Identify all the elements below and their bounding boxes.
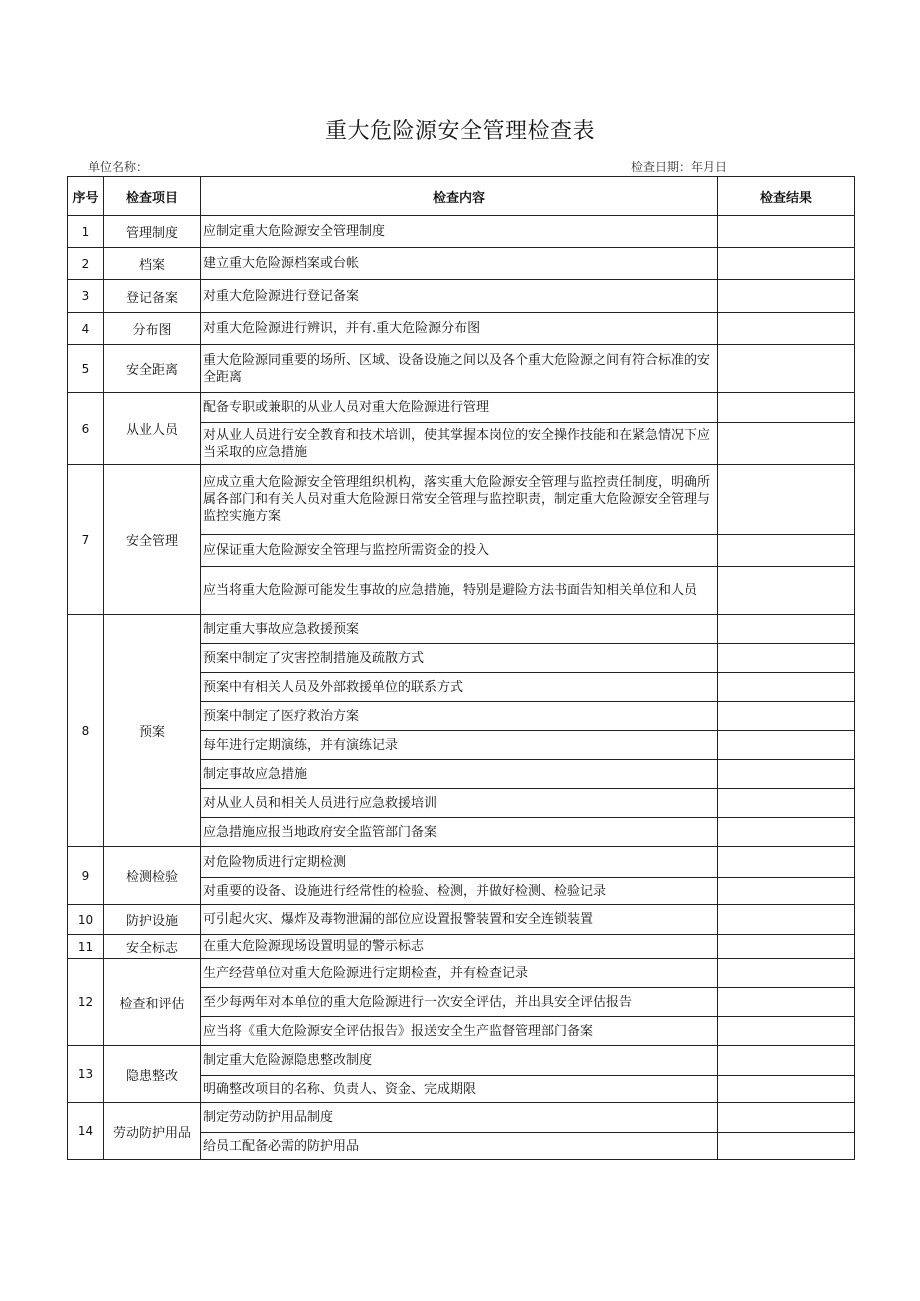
- table-row: [68, 393, 855, 423]
- header-no: 序号: [68, 177, 104, 216]
- inspection-table: [67, 176, 855, 1160]
- result-cell[interactable]: [718, 731, 855, 760]
- inspection-item: 管理制度: [104, 216, 201, 248]
- inspection-content: 重大危险源同重要的场所、区域、设备设施之间以及各个重大危险源之间有符合标准的安全距离: [201, 345, 718, 393]
- table-header-row: [68, 177, 855, 216]
- result-cell[interactable]: [718, 644, 855, 673]
- table-row: [68, 345, 855, 393]
- row-number: 13: [68, 1046, 104, 1103]
- inspection-item: 防护设施: [104, 905, 201, 935]
- row-number: 7: [68, 465, 104, 615]
- table-row: [68, 216, 855, 248]
- result-cell[interactable]: [718, 959, 855, 988]
- inspection-content: 至少每两年对本单位的重大危险源进行一次安全评估，并出具安全评估报告: [201, 988, 718, 1017]
- table-row: [68, 959, 855, 988]
- inspection-content: 可引起火灾、爆炸及毒物泄漏的部位应设置报警装置和安全连锁装置: [201, 905, 718, 935]
- inspection-content: 对从业人员和相关人员进行应急救援培训: [201, 789, 718, 818]
- page-title: 重大危险源安全管理检查表: [324, 119, 595, 144]
- result-cell[interactable]: [718, 673, 855, 702]
- result-cell[interactable]: [718, 847, 855, 878]
- header-item: 检查项目: [104, 177, 201, 216]
- inspection-item: 预案: [104, 615, 201, 847]
- inspection-date-label: 检查日期：年月日: [631, 160, 728, 174]
- table-row: [68, 248, 855, 280]
- table-row: [68, 465, 855, 535]
- inspection-item: 安全管理: [104, 465, 201, 615]
- table-row: [68, 1046, 855, 1076]
- inspection-content: 应保证重大危险源安全管理与监控所需资金的投入: [201, 535, 718, 567]
- inspection-content: 制定事故应急措施: [201, 760, 718, 789]
- inspection-item: 劳动防护用品: [104, 1103, 201, 1160]
- inspection-content: 制定重大事故应急救援预案: [201, 615, 718, 644]
- result-cell[interactable]: [718, 702, 855, 731]
- result-cell[interactable]: [718, 905, 855, 935]
- result-cell[interactable]: [718, 567, 855, 615]
- header-content: 检查内容: [201, 177, 718, 216]
- inspection-content: 配备专职或兼职的从业人员对重大危险源进行管理: [201, 393, 718, 423]
- table-row: [68, 280, 855, 313]
- row-number: 5: [68, 345, 104, 393]
- inspection-content: 应当将《重大危险源安全评估报告》报送安全生产监督管理部门备案: [201, 1017, 718, 1046]
- row-number: 9: [68, 847, 104, 905]
- result-cell[interactable]: [718, 423, 855, 465]
- row-number: 10: [68, 905, 104, 935]
- inspection-item: 从业人员: [104, 393, 201, 465]
- result-cell[interactable]: [718, 760, 855, 789]
- row-number: 1: [68, 216, 104, 248]
- table-row: [68, 313, 855, 345]
- inspection-content: 预案中制定了医疗救治方案: [201, 702, 718, 731]
- row-number: 12: [68, 959, 104, 1046]
- inspection-content: 生产经营单位对重大危险源进行定期检查，并有检查记录: [201, 959, 718, 988]
- result-cell[interactable]: [718, 1133, 855, 1160]
- inspection-content: 预案中有相关人员及外部救援单位的联系方式: [201, 673, 718, 702]
- table-body: [68, 216, 855, 1160]
- inspection-item: 安全距离: [104, 345, 201, 393]
- inspection-content: 建立重大危险源档案或台帐: [201, 248, 718, 280]
- result-cell[interactable]: [718, 1046, 855, 1076]
- result-cell[interactable]: [718, 465, 855, 535]
- inspection-content: 应制定重大危险源安全管理制度: [201, 216, 718, 248]
- header-result: 检查结果: [718, 177, 855, 216]
- row-number: 14: [68, 1103, 104, 1160]
- unit-name-label: 单位名称：: [88, 160, 149, 174]
- inspection-content: 在重大危险源现场设置明显的警示标志: [201, 935, 718, 959]
- result-cell[interactable]: [718, 216, 855, 248]
- row-number: 2: [68, 248, 104, 280]
- table-row: [68, 935, 855, 959]
- inspection-content: 制定劳动防护用品制度: [201, 1103, 718, 1133]
- inspection-content: 对重大危险源进行辨识，并有.重大危险源分布图: [201, 313, 718, 345]
- result-cell[interactable]: [718, 248, 855, 280]
- result-cell[interactable]: [718, 789, 855, 818]
- result-cell[interactable]: [718, 345, 855, 393]
- inspection-content: 应成立重大危险源安全管理组织机构，落实重大危险源安全管理与监控责任制度，明确所属各部门和有关人员对重大危险源日常安全管理与监控职责，制定重大危险源安全管理与监控实施方案: [201, 465, 718, 535]
- result-cell[interactable]: [718, 935, 855, 959]
- table-row: [68, 905, 855, 935]
- table-row: [68, 615, 855, 644]
- result-cell[interactable]: [718, 615, 855, 644]
- table-row: [68, 847, 855, 878]
- result-cell[interactable]: [718, 280, 855, 313]
- inspection-item: 档案: [104, 248, 201, 280]
- row-number: 3: [68, 280, 104, 313]
- inspection-item: 隐患整改: [104, 1046, 201, 1103]
- result-cell[interactable]: [718, 1103, 855, 1133]
- inspection-content: 每年进行定期演练，并有演练记录: [201, 731, 718, 760]
- inspection-content: 预案中制定了灾害控制措施及疏散方式: [201, 644, 718, 673]
- row-number: 8: [68, 615, 104, 847]
- inspection-content: 应急措施应报当地政府安全监管部门备案: [201, 818, 718, 847]
- inspection-item: 检测检验: [104, 847, 201, 905]
- inspection-content: 给员工配备必需的防护用品: [201, 1133, 718, 1160]
- row-number: 4: [68, 313, 104, 345]
- result-cell[interactable]: [718, 313, 855, 345]
- result-cell[interactable]: [718, 818, 855, 847]
- table-row: [68, 1103, 855, 1133]
- result-cell[interactable]: [718, 1017, 855, 1046]
- inspection-content: 对重大危险源进行登记备案: [201, 280, 718, 313]
- inspection-content: 对从业人员进行安全教育和技术培训，使其掌握本岗位的安全操作技能和在紧急情况下应当采取的应急措施: [201, 423, 718, 465]
- inspection-item: 检查和评估: [104, 959, 201, 1046]
- inspection-item: 登记备案: [104, 280, 201, 313]
- inspection-item: 安全标志: [104, 935, 201, 959]
- inspection-content: 制定重大危险源隐患整改制度: [201, 1046, 718, 1076]
- result-cell[interactable]: [718, 1076, 855, 1103]
- inspection-content: 应当将重大危险源可能发生事故的应急措施，特别是避险方法书面告知相关单位和人员: [201, 567, 718, 615]
- row-number: 6: [68, 393, 104, 465]
- inspection-content: 对危险物质进行定期检测: [201, 847, 718, 878]
- inspection-content: 明确整改项目的名称、负责人、资金、完成期限: [201, 1076, 718, 1103]
- result-cell[interactable]: [718, 393, 855, 423]
- inspection-content: 对重要的设备、设施进行经常性的检验、检测，并做好检测、检验记录: [201, 878, 718, 905]
- inspection-item: 分布图: [104, 313, 201, 345]
- result-cell[interactable]: [718, 988, 855, 1017]
- result-cell[interactable]: [718, 878, 855, 905]
- row-number: 11: [68, 935, 104, 959]
- result-cell[interactable]: [718, 535, 855, 567]
